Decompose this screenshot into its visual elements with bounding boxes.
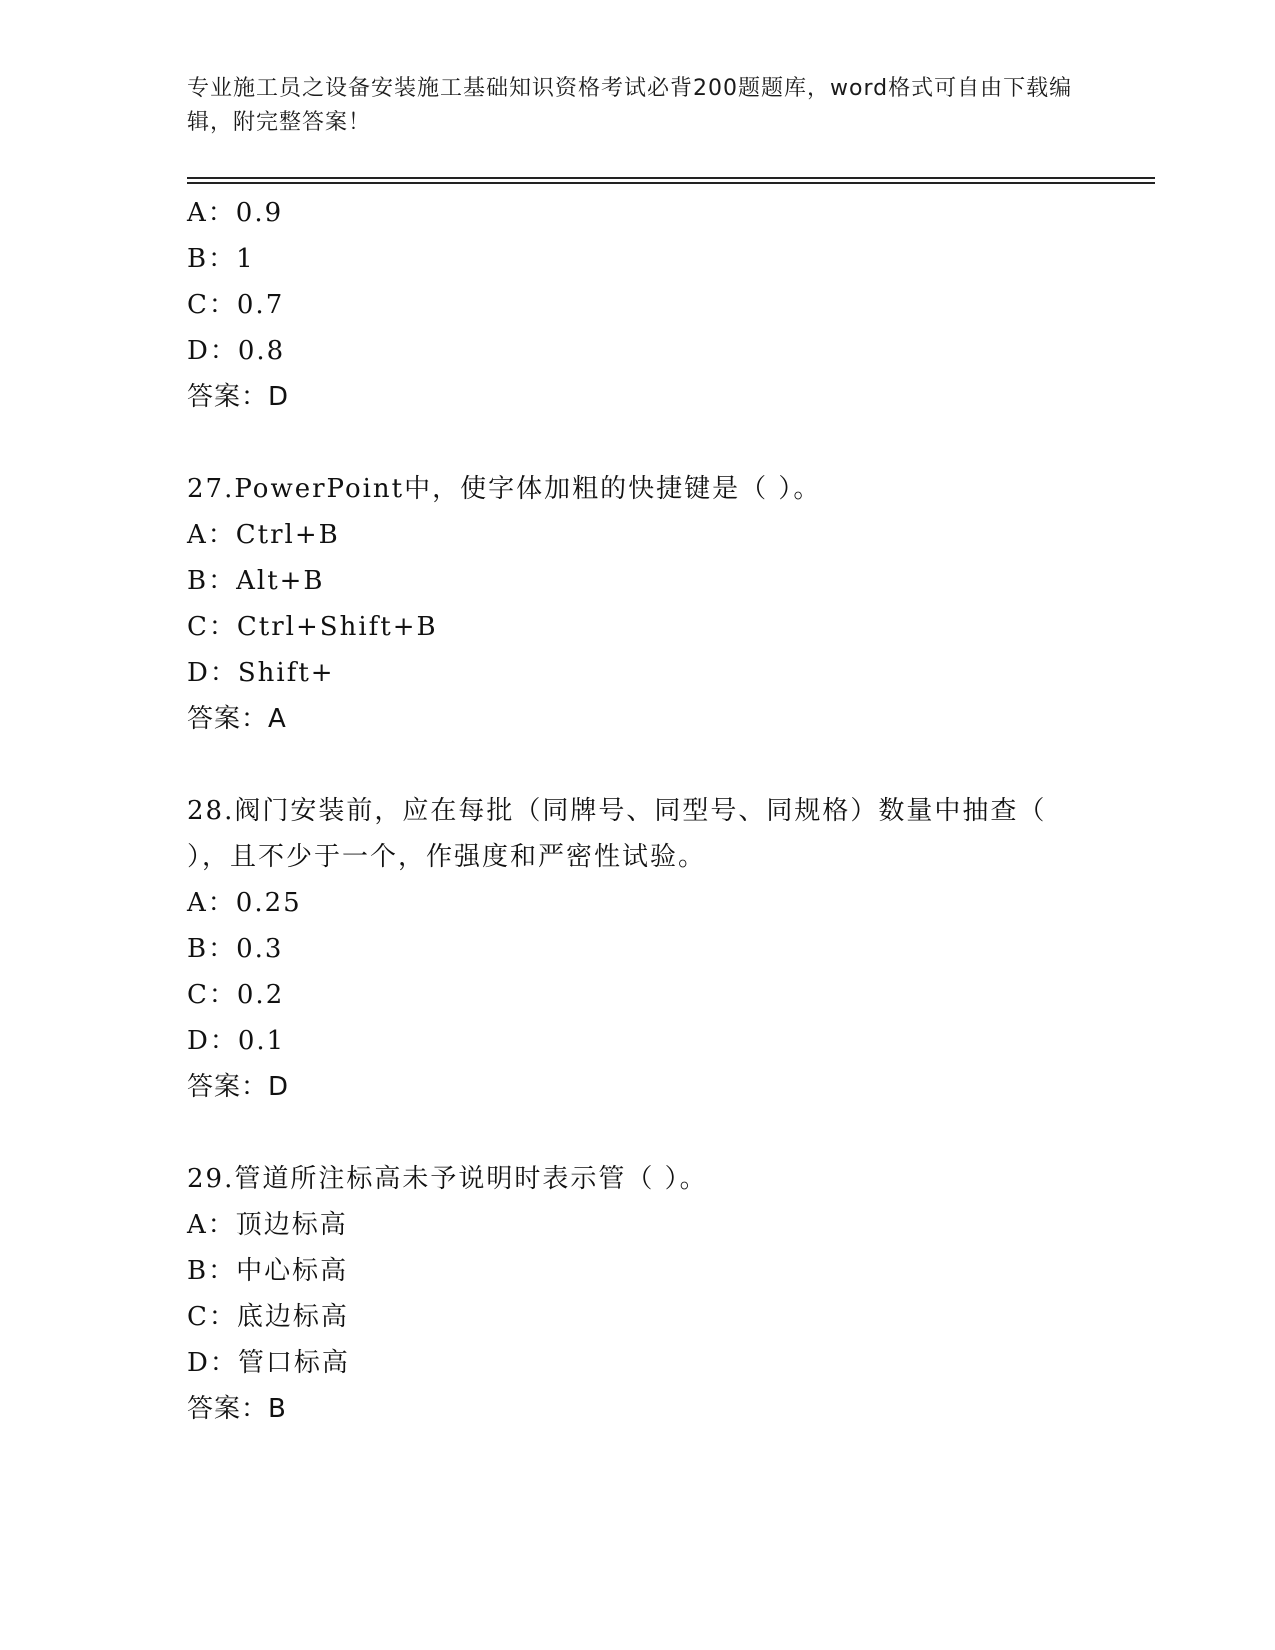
header-divider-bottom — [187, 182, 1155, 184]
spacer — [187, 1110, 1087, 1156]
question-block-27 — [187, 466, 1087, 742]
answer-line: 答案：A — [187, 704, 287, 734]
question-list — [187, 190, 1087, 1432]
option-c: C：0.7 — [187, 290, 285, 320]
question-block-continued — [187, 190, 1087, 420]
question-stem: 27.PowerPoint中，使字体加粗的快捷键是（ ）。 — [187, 474, 822, 504]
option-d: D：Shift+ — [187, 658, 335, 688]
option-c: C：0.2 — [187, 980, 285, 1010]
option-b: B：中心标高 — [187, 1256, 349, 1286]
option-b: B：Alt+B — [187, 566, 325, 596]
spacer — [187, 420, 1087, 466]
option-a: A：顶边标高 — [187, 1210, 348, 1240]
option-b: B：0.3 — [187, 934, 284, 964]
question-stem: 28.阀门安装前，应在每批（同牌号、同型号、同规格）数量中抽查（ ），且不少于一个，作强度和严密性试验。 — [187, 796, 1047, 872]
option-c: C：Ctrl+Shift+B — [187, 612, 438, 642]
document-header: 专业施工员之设备安装施工基础知识资格考试必背200题题库，word格式可自由下载编辑，附完整答案！ — [187, 76, 1073, 135]
option-a: A：0.25 — [187, 888, 302, 918]
option-d: D：0.1 — [187, 1026, 286, 1056]
option-a: A：0.9 — [187, 198, 284, 228]
question-block-29 — [187, 1156, 1087, 1432]
header-divider-top — [187, 177, 1155, 179]
option-a: A：Ctrl+B — [187, 520, 340, 550]
option-d: D：管口标高 — [187, 1348, 350, 1378]
option-b: B：1 — [187, 244, 255, 274]
answer-line: 答案：B — [187, 1394, 287, 1424]
option-c: C：底边标高 — [187, 1302, 349, 1332]
answer-line: 答案：D — [187, 382, 290, 412]
question-stem: 29.管道所注标高未予说明时表示管（ ）。 — [187, 1164, 708, 1194]
question-block-28 — [187, 788, 1087, 1110]
option-d: D：0.8 — [187, 336, 286, 366]
answer-line: 答案：D — [187, 1072, 290, 1102]
spacer — [187, 742, 1087, 788]
